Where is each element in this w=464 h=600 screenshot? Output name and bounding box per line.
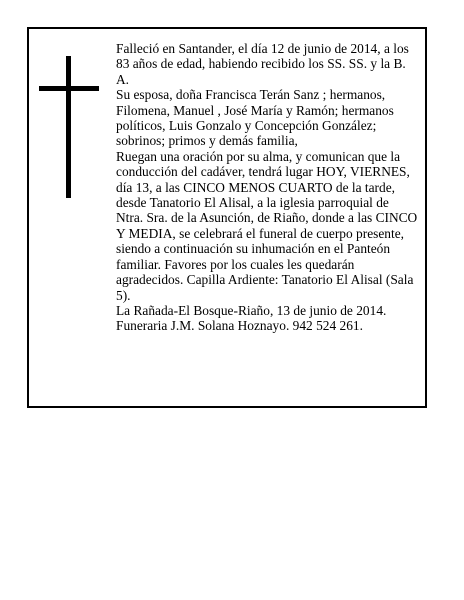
cross-icon — [39, 56, 99, 198]
funeral-home: Funeraria J.M. Solana Hoznayo. 942 524 261. — [116, 318, 363, 334]
place-date: La Rañada-El Bosque-Riaño, 13 de junio de 2014. — [116, 302, 387, 318]
funeral-details: Ruegan una oración por su alma, y comunican que la conducción del cadáver, tendrá lugar HOY, VIERNES, día 13, a las CINCO MENOS CUARTO de la tarde, desde Tanatorio El Alisal, a la iglesia parroquial de Ntra. Sra. de la Asunción, de Riaño, donde a las CINCO Y MEDIA, se celebrará el funeral de cuerpo presente, siendo a continuación su inhumación en el Panteón familiar. Favores por los cuales les quedarán agradecidos. Capilla Ardiente: Tanatorio El Alisal (Sala 5). — [116, 148, 418, 303]
notice-text — [116, 41, 419, 334]
cross-vertical-bar — [66, 56, 71, 198]
death-announcement: Falleció en Santander, el día 12 de junio de 2014, a los 83 años de edad, habiendo recibido los SS. SS. y la B. A. — [116, 41, 409, 87]
obituary-notice — [27, 27, 427, 408]
cross-horizontal-bar — [39, 86, 99, 91]
family-list: Su esposa, doña Francisca Terán Sanz ; hermanos, Filomena, Manuel , José María y Ramón; hermanos políticos, Luis Gonzalo y Concepción González; sobrinos; primos y demás familia, — [116, 87, 394, 149]
